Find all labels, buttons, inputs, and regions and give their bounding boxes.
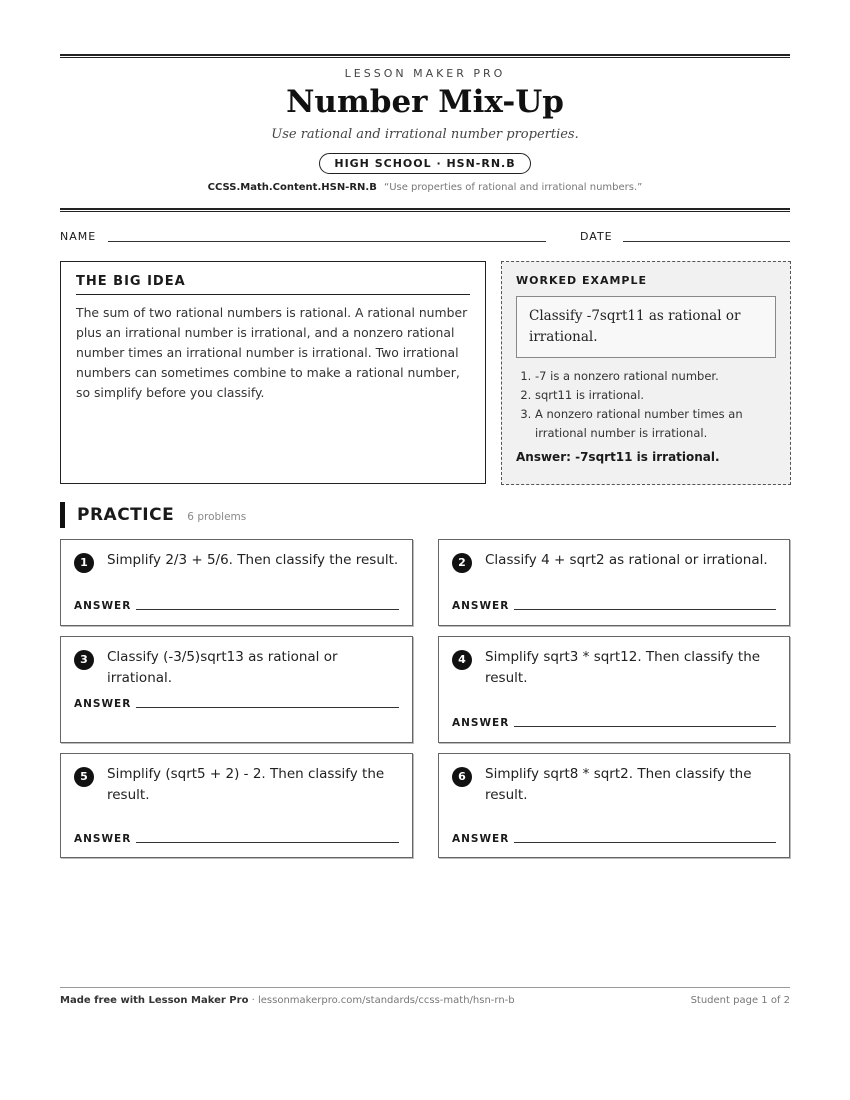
practice-section-header [60,502,246,528]
answer-line[interactable] [514,726,776,727]
answer-line[interactable] [514,842,776,843]
problem-card-3 [60,636,413,743]
problem-card-5 [60,753,413,858]
answer-label: ANSWER [452,833,510,845]
problem-card-1 [60,539,413,626]
problem-text: Simplify 2/3 + 5/6. Then classify the result. [107,552,399,568]
name-field-line[interactable] [108,241,546,242]
answer-line[interactable] [514,609,776,610]
standard-reference [60,182,790,193]
worked-example-box [501,261,791,485]
answer-line[interactable] [136,609,399,610]
big-idea-text: The sum of two rational numbers is rational. A rational number plus an irrational number is irrational, and a nonzero rational number times an irrational number is irrational. Two irrational numbers can sometimes combine to make a rational number, so simplify before you classify. [76,305,468,400]
answer-line[interactable] [136,842,399,843]
name-label: NAME [60,230,97,243]
grade-standard-badge: HIGH SCHOOL · HSN-RN.B [319,153,530,174]
footer-url[interactable]: · lessonmakerpro.com/standards/ccss-math/hsn-rn-b [251,995,515,1006]
problem-text: Classify (-3/5)sqrt13 as rational or irrational. [107,649,338,686]
footer-credit [60,995,515,1006]
date-label: DATE [580,230,613,243]
problem-number-badge: 3 [74,650,94,670]
standard-description: “Use properties of rational and irrational numbers.” [384,182,643,193]
big-idea-heading: THE BIG IDEA [76,274,470,295]
top-double-rule [60,54,790,58]
footer-rule [60,987,790,988]
standard-code: CCSS.Math.Content.HSN-RN.B [207,182,377,193]
problem-card-4 [438,636,790,743]
footer-brand: Made free with Lesson Maker Pro [60,995,249,1006]
brand-name: LESSON MAKER PRO [344,67,506,80]
practice-heading: PRACTICE [77,505,175,525]
answer-label: ANSWER [74,698,132,710]
answer-label: ANSWER [74,833,132,845]
problem-number-badge: 6 [452,767,472,787]
footer-page-number: Student page 1 of 2 [690,995,790,1006]
worksheet-subtitle: Use rational and irrational number properties. [271,127,579,142]
problem-text: Simplify sqrt3 * sqrt12. Then classify the result. [485,649,761,686]
problem-number-badge: 2 [452,553,472,573]
problem-number-badge: 1 [74,553,94,573]
worked-example-answer: Answer: -7sqrt11 is irrational. [516,450,720,464]
worked-example-steps [516,367,776,443]
big-idea-box [60,261,486,484]
problem-number-badge: 4 [452,650,472,670]
worked-example-heading: WORKED EXAMPLE [516,274,647,287]
worksheet-page [60,0,790,1100]
answer-label: ANSWER [452,600,510,612]
grade-standard-badge-wrap [60,152,790,174]
worksheet-title: Number Mix-Up [286,84,564,120]
problem-text: Simplify sqrt8 * sqrt2. Then classify the result. [485,766,752,803]
answer-label: ANSWER [452,717,510,729]
problem-number-badge: 5 [74,767,94,787]
problem-text: Simplify (sqrt5 + 2) - 2. Then classify the result. [107,766,385,803]
answer-label: ANSWER [74,600,132,612]
problem-card-6 [438,753,790,858]
practice-problem-count: 6 problems [187,511,247,523]
worked-example-step: 3. A nonzero rational number times an irrational number is irrational. [535,405,776,443]
worked-example-step: 1. -7 is a nonzero rational number. [535,367,776,386]
worked-example-step: 2. sqrt11 is irrational. [535,386,776,405]
answer-line[interactable] [136,707,399,708]
header-bottom-double-rule [60,208,790,212]
date-field-line[interactable] [623,241,790,242]
problem-card-2 [438,539,790,626]
worked-example-prompt: Classify -7sqrt11 as rational or irrational. [516,296,776,358]
problem-text: Classify 4 + sqrt2 as rational or irrational. [485,552,768,568]
